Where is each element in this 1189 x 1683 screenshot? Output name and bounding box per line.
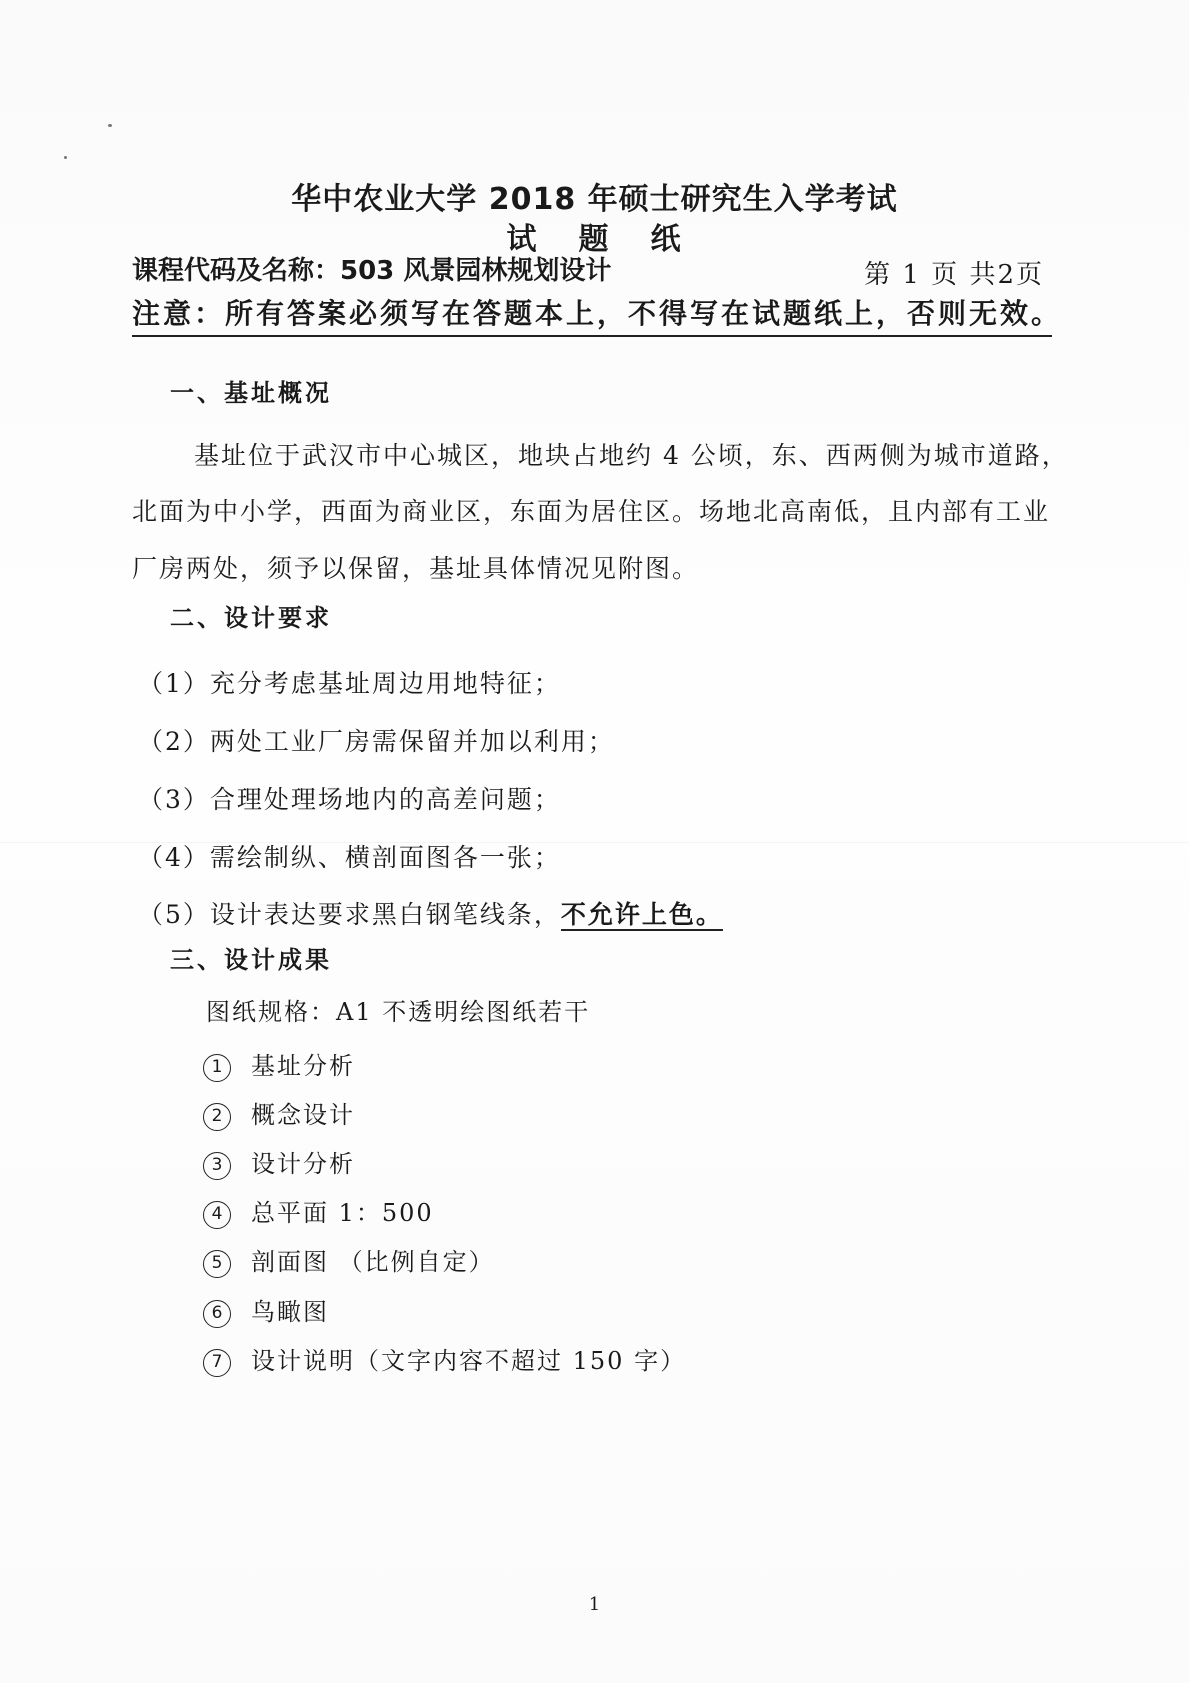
requirement-text: （2）两处工业厂房需保留并加以利用； xyxy=(138,727,615,756)
requirement-item xyxy=(138,722,615,758)
deliverable-text: 总平面 1：500 xyxy=(251,1199,434,1227)
site-paragraph-line: 北面为中小学，西面为商业区，东面为居住区。场地北高南低，且内部有工业 xyxy=(132,497,1051,526)
deliverable-item xyxy=(203,1095,355,1131)
deliverable-item xyxy=(203,1193,434,1229)
scan-speck xyxy=(108,124,112,127)
section-heading-deliverables: 三、设计成果 xyxy=(170,946,332,974)
deliverable-text: 设计说明（文字内容不超过 150 字） xyxy=(251,1347,687,1375)
circled-number: 1 xyxy=(203,1054,231,1082)
site-paragraph-line: 基址位于武汉市中心城区，地块占地约 4 公顷，东、西两侧为城市道路， xyxy=(194,441,1069,470)
circled-number: 4 xyxy=(203,1201,231,1229)
section-heading-site: 一、基址概况 xyxy=(170,379,332,407)
circled-number: 2 xyxy=(203,1103,231,1131)
section-heading-requirements: 二、设计要求 xyxy=(170,604,332,632)
deliverable-text: 基址分析 xyxy=(251,1052,355,1080)
requirement-emphasis: 不允许上色。 xyxy=(560,900,723,929)
page-count: 第 1 页 共2页 xyxy=(864,260,1044,290)
circled-number: 3 xyxy=(203,1152,231,1180)
deliverable-item xyxy=(203,1341,686,1377)
drawing-spec: 图纸规格：A1 不透明绘图纸若干 xyxy=(206,998,591,1026)
requirement-item xyxy=(138,838,561,874)
requirement-item xyxy=(138,780,561,816)
course-info-row xyxy=(132,250,1052,290)
page-number: 1 xyxy=(588,1594,601,1615)
scan-speck xyxy=(64,156,67,159)
deliverable-text: 剖面图 （比例自定） xyxy=(251,1248,495,1276)
deliverable-text: 鸟瞰图 xyxy=(251,1298,329,1326)
deliverable-item xyxy=(203,1292,329,1328)
requirement-text: （3）合理处理场地内的高差问题； xyxy=(138,785,561,814)
exam-title: 华中农业大学 2018 年硕士研究生入学考试 xyxy=(291,182,898,217)
requirement-text: （4）需绘制纵、横剖面图各一张； xyxy=(138,843,561,872)
deliverable-item xyxy=(203,1144,355,1180)
deliverable-item xyxy=(203,1242,495,1278)
circled-number: 7 xyxy=(203,1349,231,1377)
requirement-item xyxy=(138,664,561,700)
deliverable-text: 概念设计 xyxy=(251,1101,355,1129)
requirement-item xyxy=(138,895,723,931)
site-paragraph-line: 厂房两处，须予以保留，基址具体情况见附图。 xyxy=(132,554,700,583)
requirement-text: （5）设计表达要求黑白钢笔线条， xyxy=(138,900,561,929)
course-code-name: 课程代码及名称：503 风景园林规划设计 xyxy=(132,256,612,286)
requirement-text: （1）充分考虑基址周边用地特征； xyxy=(138,669,561,698)
exam-notice: 注意：所有答案必须写在答题本上，不得写在试题纸上，否则无效。 xyxy=(132,292,1052,337)
circled-number: 6 xyxy=(203,1300,231,1328)
circled-number: 5 xyxy=(203,1250,231,1278)
deliverable-item xyxy=(203,1046,355,1082)
exam-subtitle: 试题纸 xyxy=(506,222,723,257)
deliverable-text: 设计分析 xyxy=(251,1150,355,1178)
